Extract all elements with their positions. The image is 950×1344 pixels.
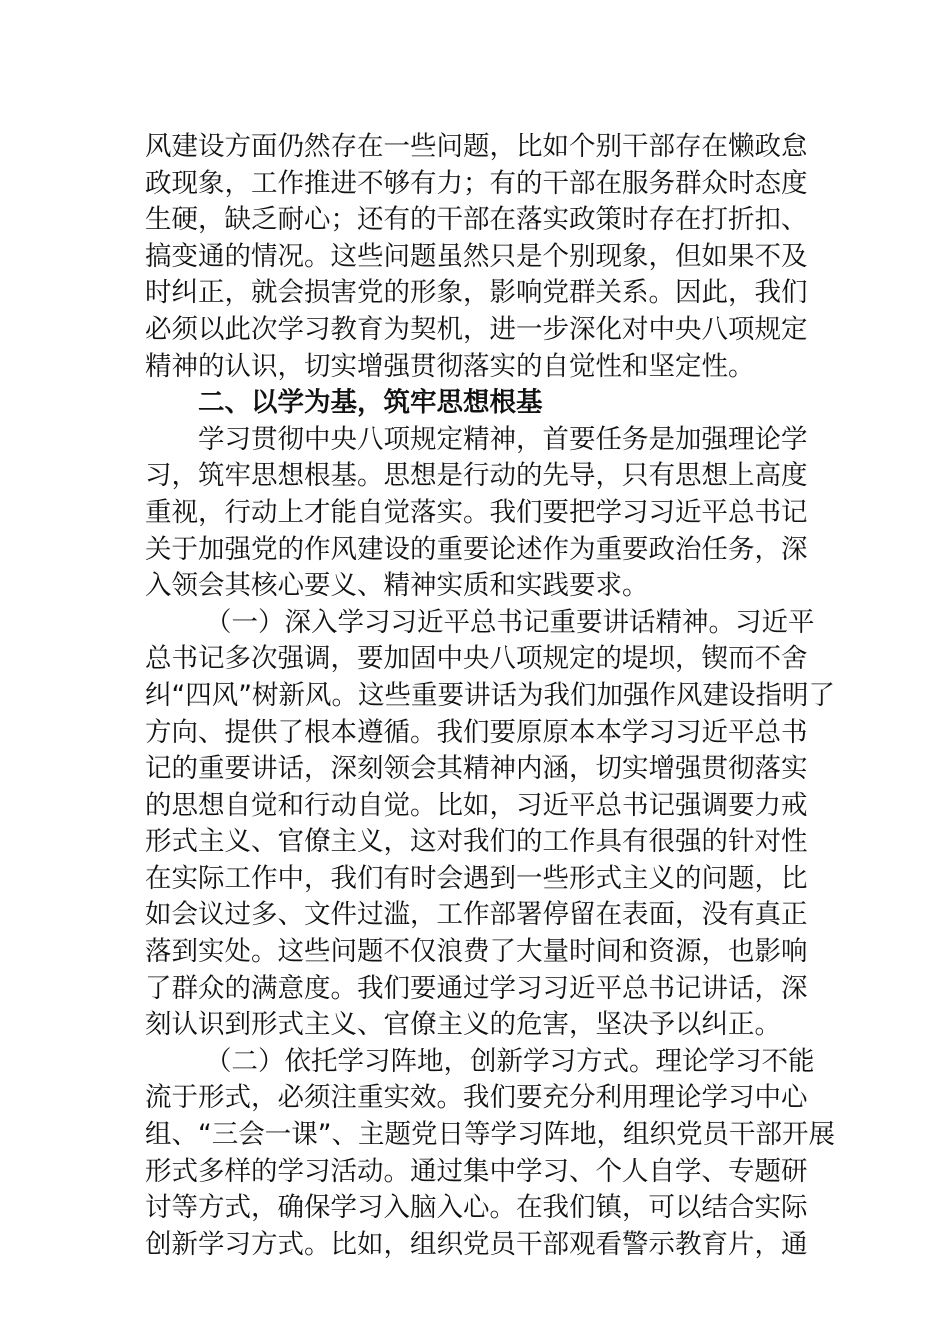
subsection-lead-line: （一）深入学习习近平总书记重要讲话精神。习近平	[205, 606, 815, 638]
text-line: 入领会其核心要义、精神实质和实践要求。	[145, 570, 649, 602]
text-line: 如会议过多、文件过滥，工作部署停留在表面，没有真正	[145, 899, 808, 931]
text-line: 在实际工作中，我们有时会遇到一些形式主义的问题，比	[145, 862, 808, 894]
text-line: 搞变通的情况。这些问题虽然只是个别现象，但如果不及	[145, 240, 808, 272]
text-line: 习，筑牢思想根基。思想是行动的先导，只有思想上高度	[145, 460, 808, 492]
text-line: 风建设方面仍然存在一些问题，比如个别干部存在懒政怠	[145, 131, 808, 162]
text-line: 记的重要讲话，深刻领会其精神内涵，切实增强贯彻落实	[145, 753, 808, 785]
text-line: 流于形式，必须注重实效。我们要充分利用理论学习中心	[145, 1082, 808, 1114]
text-line: 总书记多次强调，要加固中央八项规定的堤坝，锲而不舍	[145, 643, 808, 675]
subsection-lead-line: （二）依托学习阵地，创新学习方式。理论学习不能	[205, 1045, 815, 1077]
text-line: 生硬，缺乏耐心；还有的干部在落实政策时存在打折扣、	[145, 204, 808, 236]
text-line: 必须以此次学习教育为契机，进一步深化对中央八项规定	[145, 313, 808, 345]
text-line: 创新学习方式。比如，组织党员干部观看警示教育片，通	[145, 1228, 808, 1260]
text-line: 形式多样的学习活动。通过集中学习、个人自学、专题研	[145, 1155, 808, 1187]
section-heading: 二、以学为基，筑牢思想根基	[198, 387, 543, 419]
text-line: 精神的认识，切实增强贯彻落实的自觉性和坚定性。	[145, 350, 755, 382]
text-line: 学习贯彻中央八项规定精神，首要任务是加强理论学	[198, 423, 808, 455]
text-line: 关于加强党的作风建设的重要论述作为重要政治任务，深	[145, 533, 808, 565]
text-line: 落到实处。这些问题不仅浪费了大量时间和资源，也影响	[145, 936, 808, 968]
text-line: 讨等方式，确保学习入脑入心。在我们镇，可以结合实际	[145, 1192, 808, 1224]
text-line: 纠“四风”树新风。这些重要讲话为我们加强作风建设指明了	[145, 679, 835, 711]
text-line: 组、“三会一课”、主题党日等学习阵地，组织党员干部开展	[145, 1119, 835, 1151]
text-line: 方向、提供了根本遵循。我们要原原本本学习习近平总书	[145, 716, 808, 748]
text-line: 的思想自觉和行动自觉。比如，习近平总书记强调要力戒	[145, 789, 808, 821]
text-line: 刻认识到形式主义、官僚主义的危害，坚决予以纠正。	[145, 1009, 781, 1041]
text-line: 时纠正，就会损害党的形象，影响党群关系。因此，我们	[145, 277, 808, 309]
text-line: 形式主义、官僚主义，这对我们的工作具有很强的针对性	[145, 826, 808, 858]
document-body	[145, 129, 835, 1263]
text-line: 了群众的满意度。我们要通过学习习近平总书记讲话，深	[145, 972, 808, 1004]
text-line: 政现象，工作推进不够有力；有的干部在服务群众时态度	[145, 167, 808, 199]
text-line: 重视，行动上才能自觉落实。我们要把学习习近平总书记	[145, 496, 808, 528]
